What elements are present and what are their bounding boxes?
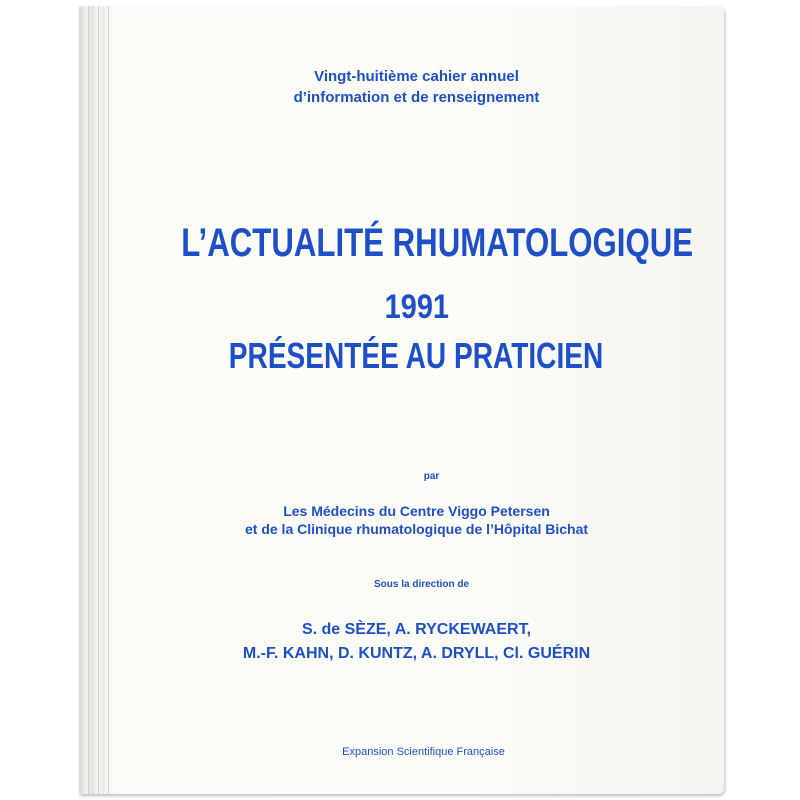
title-year	[109, 288, 724, 327]
hinge-line	[98, 6, 99, 794]
par-label: par	[423, 471, 440, 482]
title-sub	[109, 336, 724, 376]
authors-block	[109, 618, 724, 666]
book-cover	[79, 6, 724, 794]
doctors-line-2: et de la Clinique rhumatologique de l’Hôpital Bichat	[244, 521, 589, 537]
subtitle-line-1: Vingt-huitième cahier annuel	[314, 68, 519, 85]
cover-subtitle	[109, 66, 724, 108]
title-main	[109, 220, 724, 266]
authors-line-2: M.-F. KAHN, D. KUNTZ, A. DRYLL, Cl. GUÉRIN	[242, 645, 591, 662]
doctors-block	[109, 502, 724, 538]
authors-line-1: S. de SÈZE, A. RYCKEWAERT,	[301, 621, 532, 638]
doctors-line-1: Les Médecins du Centre Viggo Petersen	[283, 503, 550, 519]
title-line-1: L’ACTUALITÉ RHUMATOLOGIQUE	[181, 221, 694, 265]
year-text: 1991	[384, 288, 449, 326]
hinge-line	[88, 6, 89, 794]
title-line-3: PRÉSENTÉE AU PRATICIEN	[229, 335, 604, 376]
direction-label: Sous la direction de	[373, 579, 470, 590]
spine-hinge	[79, 6, 109, 794]
subtitle-line-2: d’information et de renseignement	[293, 89, 540, 106]
hinge-line	[108, 6, 109, 794]
publisher-name: Expansion Scientifique Française	[342, 746, 505, 758]
